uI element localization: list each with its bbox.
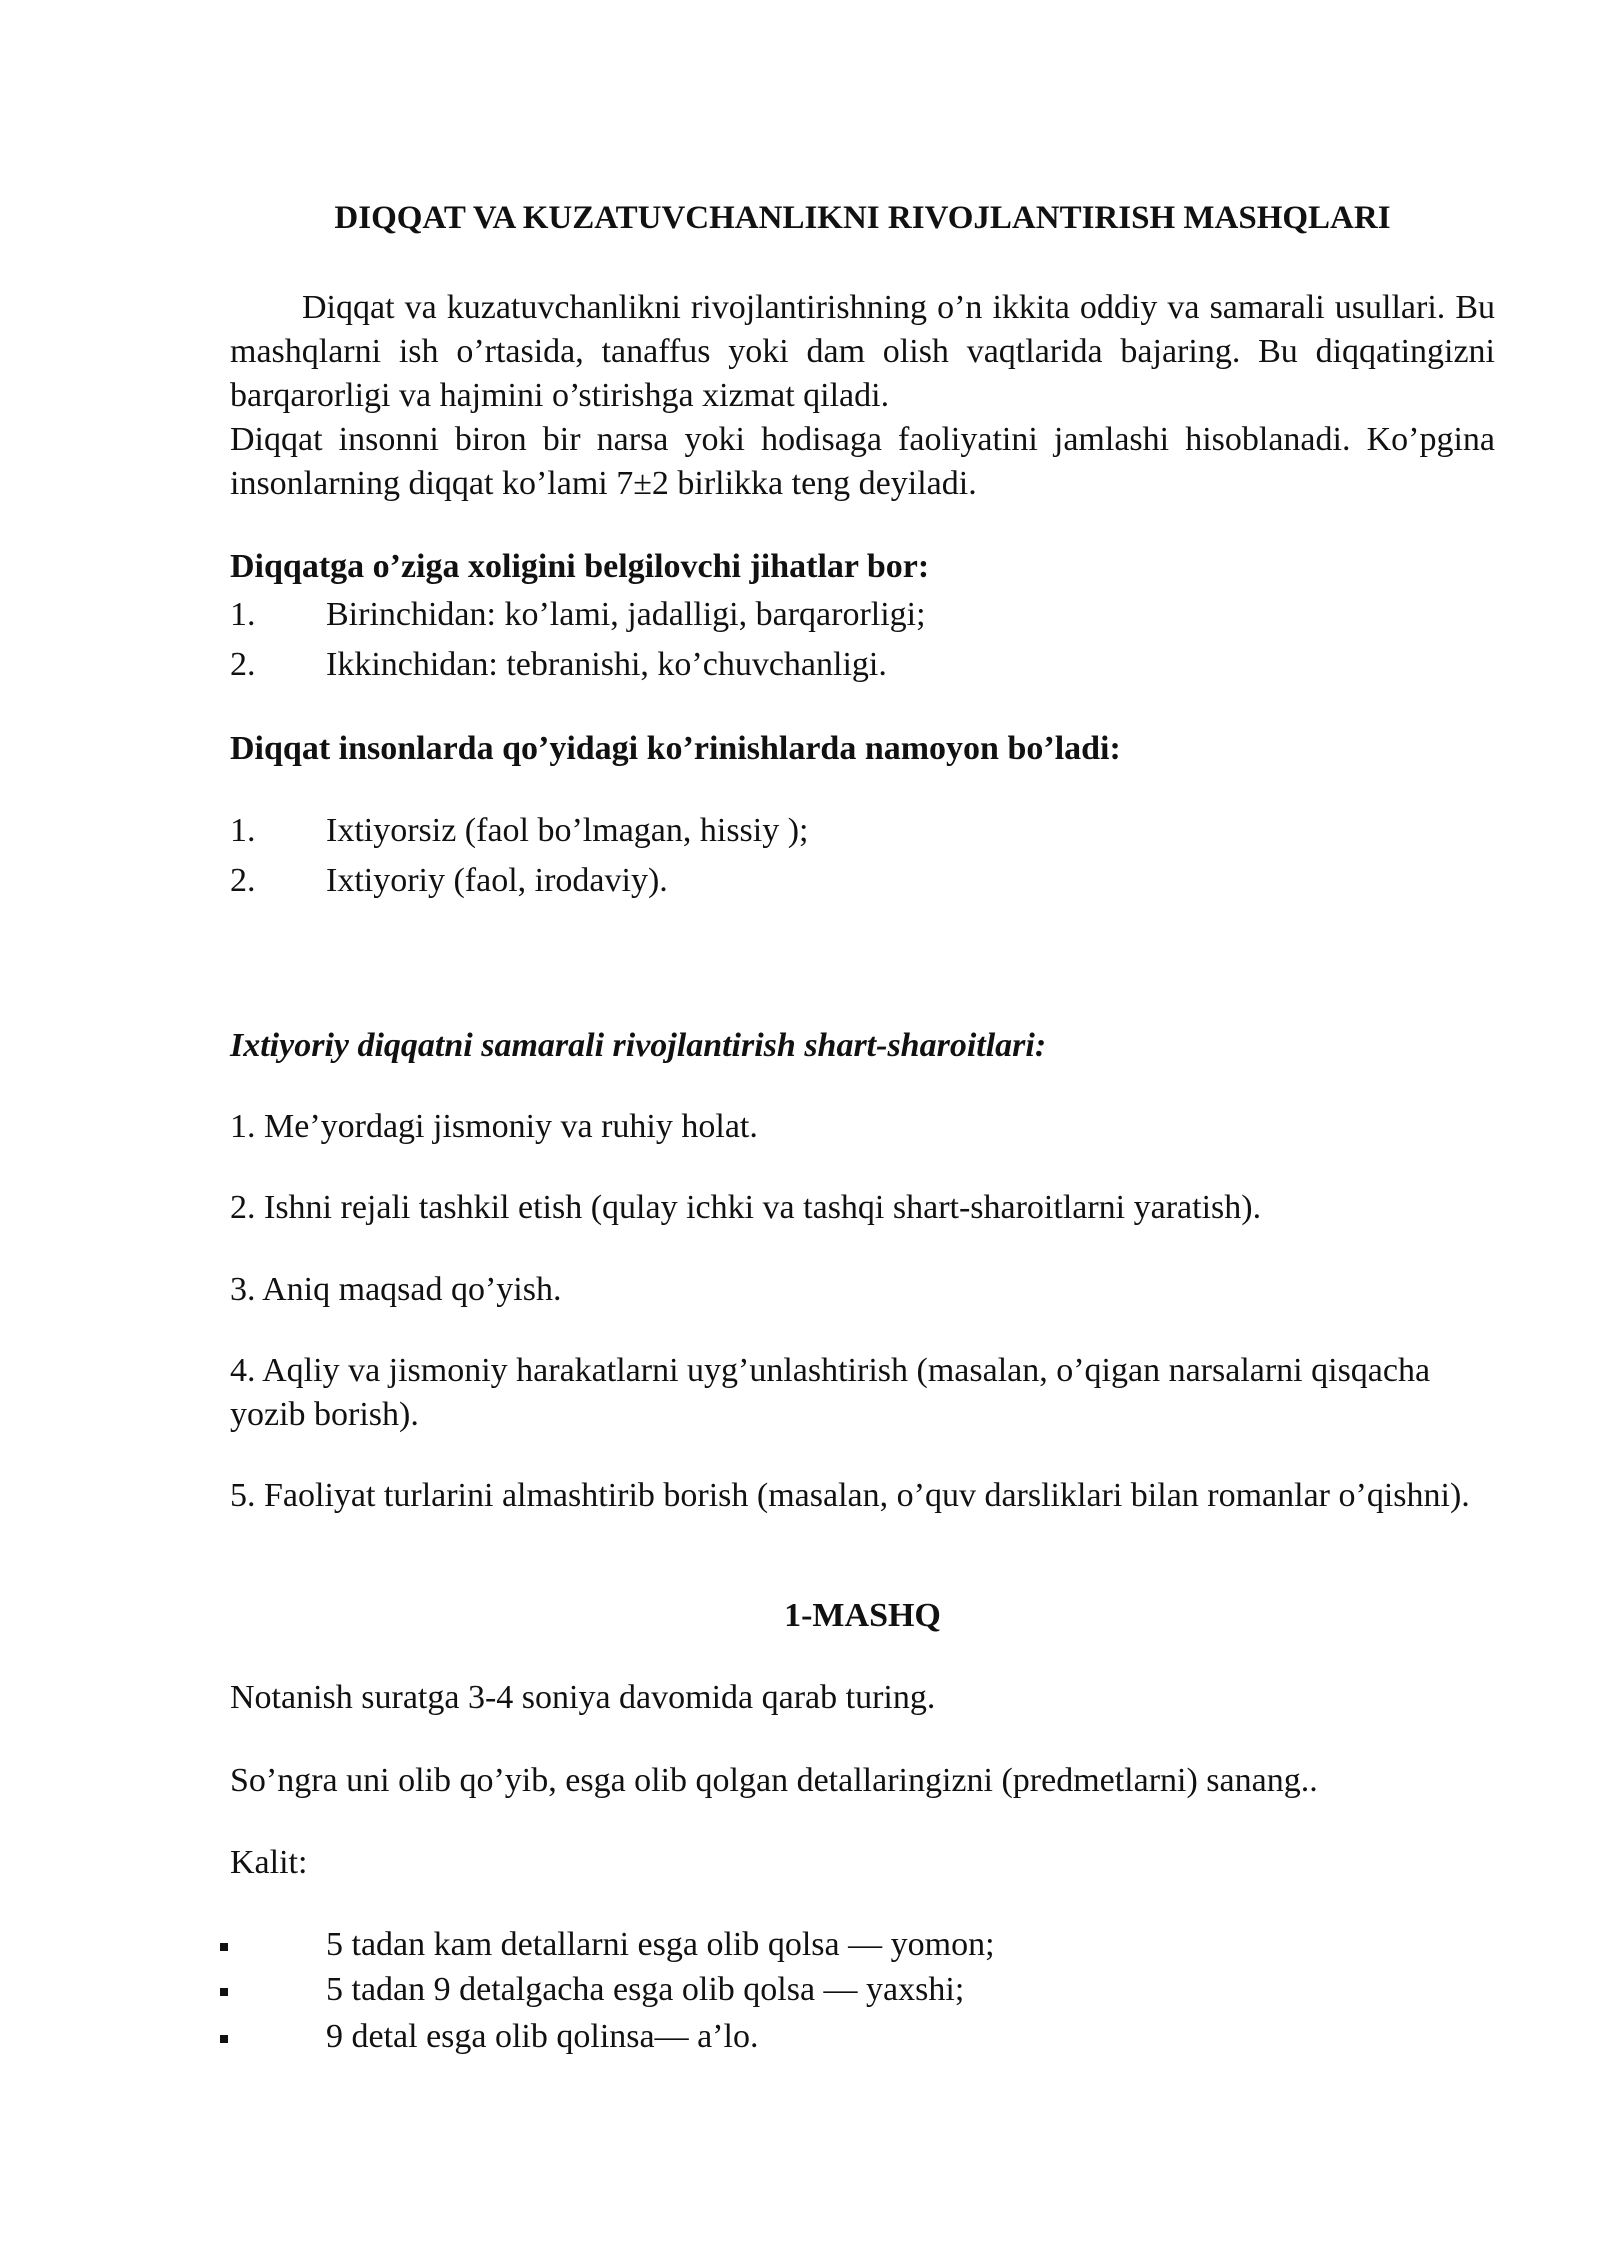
list-item (230, 593, 1495, 637)
condition-item: 1. Me’yordagi jismoniy va ruhiy holat. (230, 1108, 758, 1145)
list-item-text: Birinchidan: ko’lami, jadalligi, barqarorligi; (326, 596, 926, 633)
list-item-text: 5 tadan kam detallarni esga olib qolsa — yomon; (326, 1926, 995, 1963)
list-item (220, 1968, 1495, 2012)
list-item (230, 643, 1495, 687)
list-item (230, 809, 1495, 853)
list-item-number: 1. (230, 596, 256, 633)
document-title: DIQQAT VA KUZATUVCHANLIKNI RIVOJLANTIRISH MASHQLARI (334, 200, 1391, 236)
square-bullet-icon (220, 1943, 228, 1951)
list-item (230, 859, 1495, 903)
list-item-number: 1. (230, 812, 256, 849)
list-item-text: Ikkinchidan: tebranishi, ko’chuvchanligi. (326, 646, 887, 683)
list-item-text: 9 detal esga olib qolinsa— a’lo. (326, 2018, 759, 2055)
list-item-number: 2. (230, 646, 256, 683)
exercise-instruction: Notanish suratga 3-4 soniya davomida qarab turing. (230, 1679, 936, 1716)
forms-heading: Diqqat insonlarda qo’yidagi ko’rinishlarda namoyon bo’ladi: (230, 730, 1121, 767)
key-label: Kalit: (230, 1844, 308, 1881)
list-item (220, 2015, 1495, 2059)
conditions-heading: Ixtiyoriy diqqatni samarali rivojlantirish shart-sharoitlari: (230, 1027, 1047, 1064)
condition-item: 4. Aqliy va jismoniy harakatlarni uyg’unlashtirish (masalan, o’qigan narsalarni qisqacha yozib borish). (230, 1352, 1431, 1433)
list-item-number: 2. (230, 862, 256, 899)
exercise-instruction: So’ngra uni olib qo’yib, esga olib qolgan detallaringizni (predmetlarni) sanang.. (230, 1762, 1318, 1799)
square-bullet-icon (220, 1988, 228, 1996)
intro-paragraph: Diqqat va kuzatuvchanlikni rivojlantirishning o’n ikkita oddiy va samarali usullari. Bu mashqlarni ish o’rtasida, tanaffus yoki dam olish vaqtlarida bajaring. Bu diqqatingizni barqarorligi va hajmini o’stirishga xizmat qiladi. (230, 289, 1495, 414)
list-item-text: Ixtiyorsiz (faol bo’lmagan, hissiy ); (326, 812, 809, 849)
list-item (220, 1923, 1495, 1967)
condition-item: 5. Faoliyat turlarini almashtirib borish (masalan, o’quv darsliklari bilan romanlar o’qishni). (230, 1477, 1470, 1514)
definition-paragraph: Diqqat insonni biron bir narsa yoki hodisaga faoliyatini jamlashi hisoblanadi. Ko’pgina insonlarning diqqat ko’lami 7±2 birlikka teng deyiladi. (230, 421, 1495, 502)
square-bullet-icon (220, 2035, 228, 2043)
list-item-text: 5 tadan 9 detalgacha esga olib qolsa — yaxshi; (326, 1971, 965, 2008)
features-heading: Diqqatga o’ziga xoligini belgilovchi jihatlar bor: (230, 548, 930, 585)
condition-item: 3. Aniq maqsad qo’yish. (230, 1271, 562, 1308)
exercise-heading: 1-MASHQ (784, 1597, 941, 1634)
condition-item: 2. Ishni rejali tashkil etish (qulay ichki va tashqi shart-sharoitlarni yaratish). (230, 1189, 1262, 1226)
list-item-text: Ixtiyoriy (faol, irodaviy). (326, 862, 668, 899)
